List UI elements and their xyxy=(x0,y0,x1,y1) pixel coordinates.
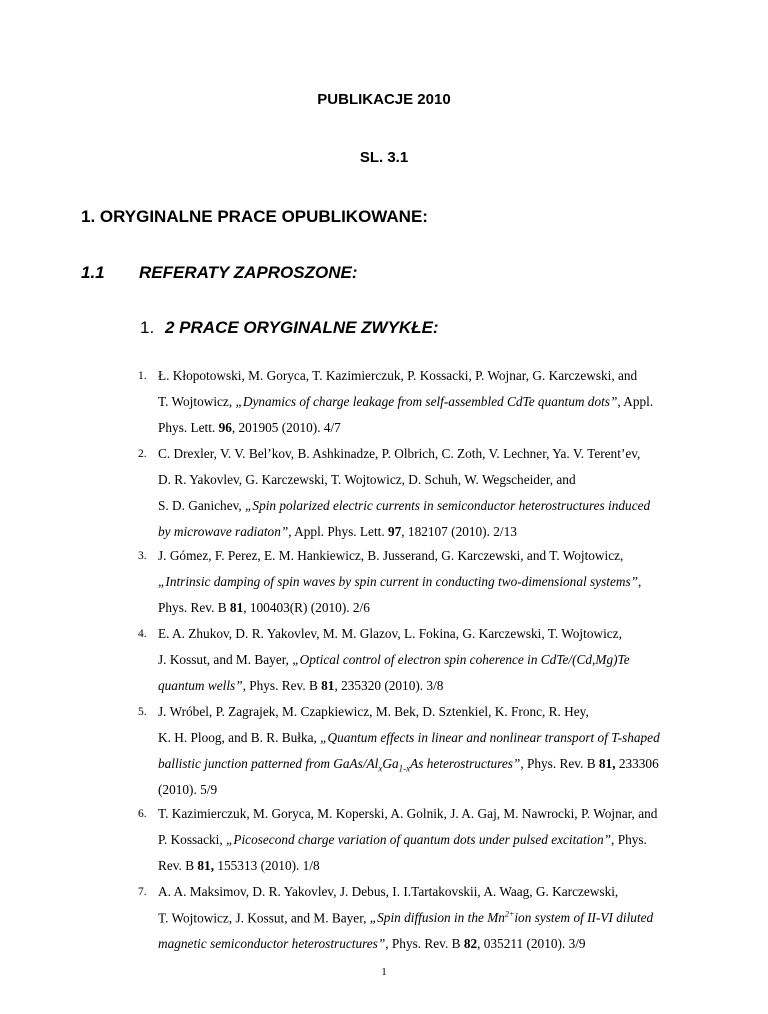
entry-citation: by microwave radiaton”, Appl. Phys. Lett. 97, 182107 (2010). 2/13 xyxy=(158,524,517,539)
entry-authors: T. Kazimierczuk, M. Goryca, M. Koperski, A. Golnik, J. A. Gaj, M. Nawrocki, P. Wojnar, and xyxy=(158,806,658,821)
entry-number: 2. xyxy=(138,448,147,460)
entry-authors: J. Wróbel, P. Zagrajek, M. Czapkiewicz, M. Bek, D. Sztenkiel, K. Fronc, R. Hey, xyxy=(158,704,589,719)
subsection-heading: REFERATY ZAPROSZONE: xyxy=(139,263,358,282)
entry-title: magnetic semiconductor heterostructures” xyxy=(158,936,386,951)
entry-line: T. Wojtowicz, „Dynamics of charge leakage from self-assembled CdTe quantum dots”, Appl. xyxy=(158,394,654,409)
page-number: 1 xyxy=(381,966,387,978)
entry-citation: quantum wells”, Phys. Rev. B 81, 235320 (2010). 3/8 xyxy=(158,678,444,693)
entry-authors: A. A. Maksimov, D. R. Yakovlev, J. Debus, I. I.Tartakovskii, A. Waag, G. Karczewski, xyxy=(158,884,619,899)
entry-title: by microwave radiaton” xyxy=(158,524,289,539)
entry-title: quantum wells” xyxy=(158,678,243,693)
entry-citation: (2010). 5/9 xyxy=(158,782,218,797)
entry-authors: E. A. Zhukov, D. R. Yakovlev, M. M. Glazov, L. Fokina, G. Karczewski, T. Wojtowicz, xyxy=(158,626,622,641)
subsection-heading: 2 PRACE ORYGINALNE ZWYKŁE: xyxy=(165,318,439,337)
entry-volume: 97 xyxy=(387,524,402,539)
entry-volume: 81, xyxy=(598,756,616,771)
entry-citation: magnetic semiconductor heterostructures”, Phys. Rev. B 82, 035211 (2010). 3/9 xyxy=(158,936,586,951)
entry-number: 3. xyxy=(138,550,147,562)
entry-authors: D. R. Yakovlev, G. Karczewski, T. Wojtowicz, D. Schuh, W. Wegscheider, and xyxy=(158,472,576,487)
subsection-number: 1.1 xyxy=(81,263,105,282)
entry-volume: 81, xyxy=(197,858,215,873)
entry-line: T. Wojtowicz, J. Kossut, and M. Bayer, „Spin diffusion in the $Mn^{2+}ion$ system of II-VI diluted xyxy=(158,910,654,926)
document-title: PUBLIKACJE 2010 xyxy=(317,91,451,108)
entry-line: S. D. Ganichev, „Spin polarized electric currents in semiconductor heterostructures induced xyxy=(158,498,651,513)
entry-citation: ballistic junction patterned from GaAs/$Al_xGa_{1-x}As$ heterostructures”, Phys. Rev. B 81, 233306 xyxy=(158,756,659,774)
entry-volume: 81 xyxy=(321,678,335,693)
entry-authors: J. Gómez, F. Perez, E. M. Hankiewicz, B. Jusserand, G. Karczewski, and T. Wojtowicz, xyxy=(158,548,624,563)
entry-authors: C. Drexler, V. V. Bel’kov, B. Ashkinadze, P. Olbrich, C. Zoth, V. Lechner, Ya. V. Terent’ev, xyxy=(158,446,641,461)
entry-number: 7. xyxy=(138,886,147,898)
document-subtitle: SL. 3.1 xyxy=(359,149,409,166)
entry-title: „Quantum effects in linear and nonlinear transport of T-shaped xyxy=(320,730,660,745)
section-heading: 1. ORYGINALNE PRACE OPUBLIKOWANE: xyxy=(81,207,428,226)
entry-title: „Spin polarized electric currents in semiconductor heterostructures induced xyxy=(245,498,651,513)
entry-title: „Optical control of electron spin coherence in CdTe/(Cd,Mg)Te xyxy=(292,652,630,667)
entry-number: 4. xyxy=(138,628,147,640)
entry-citation: Rev. B 81, 155313 (2010). 1/8 xyxy=(158,858,320,873)
entry-line: P. Kossacki, „Picosecond charge variation of quantum dots under pulsed excitation”, Phys. xyxy=(158,832,647,847)
entry-citation: Phys. Rev. B 81, 100403(R) (2010). 2/6 xyxy=(158,600,370,615)
entry-line: „Intrinsic damping of spin waves by spin current in conducting two-dimensional systems”, xyxy=(158,574,642,589)
entry-line: K. H. Ploog, and B. R. Bułka, „Quantum effects in linear and nonlinear transport of T-shaped xyxy=(158,730,660,745)
entry-title: ballistic junction patterned from GaAs/$Al_xGa_{1-x}As$ heterostructures” xyxy=(158,756,521,774)
subsection-number: 1. xyxy=(140,318,155,337)
entry-title: „Dynamics of charge leakage from self-assembled CdTe quantum dots” xyxy=(235,394,618,409)
entry-number: 6. xyxy=(138,808,147,820)
entry-title: „Spin diffusion in the $Mn^{2+}ion$ system of II-VI diluted xyxy=(369,910,654,926)
entry-citation: Phys. Lett. 96, 201905 (2010). 4/7 xyxy=(158,420,341,435)
publication-entry xyxy=(0,884,768,1014)
entry-title: „Picosecond charge variation of quantum dots under pulsed excitation” xyxy=(225,832,612,847)
entry-volume: 81 xyxy=(229,600,244,615)
entry-authors: Ł. Kłopotowski, M. Goryca, T. Kazimierczuk, P. Kossacki, P. Wojnar, G. Karczewski, and xyxy=(158,368,638,383)
entry-line: J. Kossut, and M. Bayer, „Optical control of electron spin coherence in CdTe/(Cd,Mg)Te xyxy=(158,652,630,667)
entry-number: 1. xyxy=(138,370,147,382)
entry-volume: 96 xyxy=(218,420,232,435)
entry-number: 5. xyxy=(138,706,147,718)
entry-volume: 82 xyxy=(463,936,478,951)
entry-title: „Intrinsic damping of spin waves by spin current in conducting two-dimensional systems” xyxy=(158,574,639,589)
